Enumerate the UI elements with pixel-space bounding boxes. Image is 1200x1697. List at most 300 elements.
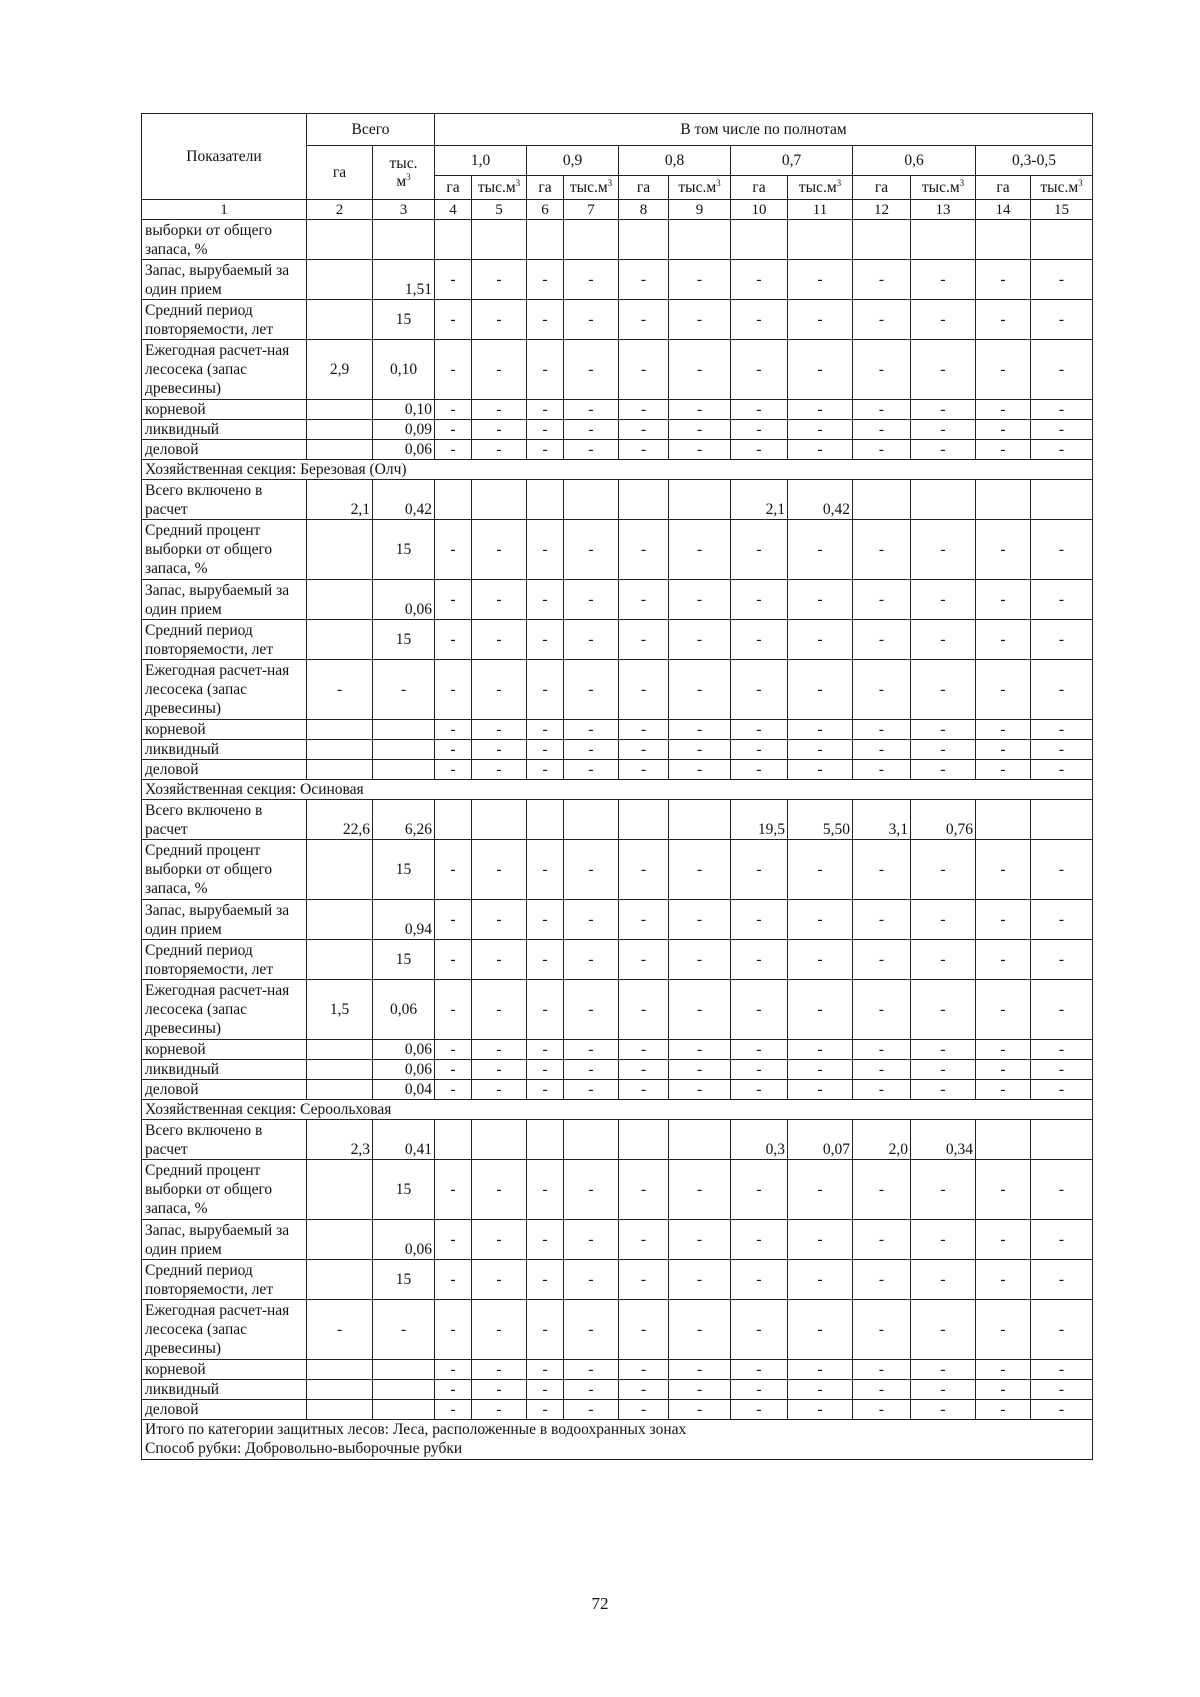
table-cell [1031, 480, 1093, 520]
table-cell: - [564, 1300, 619, 1360]
table-cell: - [976, 1080, 1031, 1100]
table-cell [373, 1400, 435, 1420]
table-cell: - [669, 1360, 731, 1380]
table-cell: 6,26 [373, 800, 435, 840]
table-cell: - [1031, 300, 1093, 340]
table-cell: - [619, 260, 669, 300]
table-cell: - [911, 1260, 976, 1300]
table-cell: - [669, 980, 731, 1040]
table-row [142, 580, 1093, 620]
column-number: 5 [472, 200, 527, 220]
table-cell [788, 220, 853, 260]
table-cell: - [669, 420, 731, 440]
table-row [142, 840, 1093, 900]
table-cell: 15 [373, 940, 435, 980]
table-cell: - [1031, 580, 1093, 620]
table-cell: - [564, 1400, 619, 1420]
table-cell: 0,76 [911, 800, 976, 840]
table-row [142, 520, 1093, 580]
header-unit-ha: га [527, 176, 564, 200]
table-cell: - [788, 400, 853, 420]
table-cell: - [731, 1400, 788, 1420]
table-cell: - [472, 980, 527, 1040]
table-cell: - [976, 620, 1031, 660]
table-cell: - [669, 300, 731, 340]
table-cell: - [731, 440, 788, 460]
table-cell: - [435, 940, 472, 980]
table-cell: - [911, 1300, 976, 1360]
summary-text: Итого по категории защитных лесов: Леса, расположенные в водоохранных зонах [142, 1420, 1093, 1440]
table-cell: - [1031, 900, 1093, 940]
table-cell: - [619, 740, 669, 760]
table-cell: 2,1 [731, 480, 788, 520]
table-cell: - [853, 760, 911, 780]
table-cell: - [619, 760, 669, 780]
column-number: 1 [142, 200, 307, 220]
table-cell: - [788, 1080, 853, 1100]
table-cell [564, 480, 619, 520]
table-cell: - [564, 1380, 619, 1400]
table-cell: - [564, 420, 619, 440]
table-cell: - [527, 1080, 564, 1100]
table-cell: - [472, 1260, 527, 1300]
table-cell: - [976, 340, 1031, 400]
table-cell: 0,06 [373, 1040, 435, 1060]
table-cell: - [853, 1360, 911, 1380]
table-cell: - [619, 1300, 669, 1360]
table-cell: - [527, 660, 564, 720]
table-cell: - [472, 580, 527, 620]
table-cell: - [527, 720, 564, 740]
row-label: деловой [142, 440, 307, 460]
table-cell: - [911, 740, 976, 760]
table-cell: - [472, 940, 527, 980]
table-cell: - [731, 620, 788, 660]
table-row [142, 620, 1093, 660]
table-cell: - [564, 1220, 619, 1260]
row-label: Запас, вырубаемый за один прием [142, 1220, 307, 1260]
row-label: ликвидный [142, 740, 307, 760]
table-cell: - [435, 1380, 472, 1400]
table-cell [527, 480, 564, 520]
table-cell: - [788, 1160, 853, 1220]
table-cell: - [911, 300, 976, 340]
table-cell: - [731, 340, 788, 400]
table-cell: - [527, 1380, 564, 1400]
table-cell: - [853, 940, 911, 980]
table-cell: - [976, 1380, 1031, 1400]
row-label: ликвидный [142, 420, 307, 440]
table-cell: - [976, 1040, 1031, 1060]
table-cell [731, 220, 788, 260]
header-density-0-9: 0,9 [527, 146, 619, 176]
table-cell: - [669, 400, 731, 420]
table-cell: - [1031, 660, 1093, 720]
table-row [142, 900, 1093, 940]
table-cell: - [976, 400, 1031, 420]
table-cell: - [472, 740, 527, 760]
table-cell: - [669, 1160, 731, 1220]
table-cell: - [564, 340, 619, 400]
table-row [142, 300, 1093, 340]
table-cell: - [472, 1400, 527, 1420]
table-cell: - [1031, 1360, 1093, 1380]
table-cell: - [619, 1040, 669, 1060]
table-cell: - [619, 580, 669, 620]
table-cell: - [435, 420, 472, 440]
table-cell: - [527, 440, 564, 460]
table-cell: - [669, 1380, 731, 1400]
table-cell: - [669, 1040, 731, 1060]
table-cell: - [1031, 980, 1093, 1040]
table-cell: - [669, 840, 731, 900]
table-cell: - [564, 740, 619, 760]
table-cell: - [619, 840, 669, 900]
column-number: 13 [911, 200, 976, 220]
table-cell: - [788, 720, 853, 740]
table-cell: - [619, 520, 669, 580]
table-cell [669, 220, 731, 260]
table-row [142, 1360, 1093, 1380]
table-cell: - [435, 1160, 472, 1220]
table-cell: - [669, 620, 731, 660]
table-cell: - [564, 840, 619, 900]
table-cell [373, 220, 435, 260]
table-cell: - [853, 980, 911, 1040]
table-row [142, 760, 1093, 780]
table-cell: - [669, 520, 731, 580]
table-row [142, 800, 1093, 840]
table-cell: - [564, 260, 619, 300]
table-cell: - [527, 900, 564, 940]
table-cell [307, 1060, 373, 1080]
table-cell: - [788, 1220, 853, 1260]
table-cell: - [731, 980, 788, 1040]
table-cell: - [788, 420, 853, 440]
table-row [142, 1220, 1093, 1260]
header-total-ha: га [307, 146, 373, 200]
table-cell [373, 1380, 435, 1400]
header-unit-ha: га [619, 176, 669, 200]
table-cell: - [527, 520, 564, 580]
table-cell [307, 740, 373, 760]
table-cell: - [731, 760, 788, 780]
row-label: Ежегодная расчет-ная лесосека (запас древесины) [142, 980, 307, 1040]
table-cell: - [853, 420, 911, 440]
table-cell: 15 [373, 520, 435, 580]
row-label: корневой [142, 1040, 307, 1060]
table-cell: - [527, 740, 564, 760]
table-cell: - [669, 1260, 731, 1300]
table-cell: - [788, 940, 853, 980]
table-cell: - [911, 620, 976, 660]
table-cell: 0,41 [373, 1120, 435, 1160]
table-cell: - [1031, 760, 1093, 780]
table-cell: - [564, 760, 619, 780]
table-cell: - [853, 1080, 911, 1100]
table-cell: - [527, 980, 564, 1040]
table-row [142, 740, 1093, 760]
table-cell: 2,1 [307, 480, 373, 520]
table-cell: - [788, 520, 853, 580]
column-number: 15 [1031, 200, 1093, 220]
table-cell: 0,07 [788, 1120, 853, 1160]
row-label: Средний период повторяемости, лет [142, 940, 307, 980]
table-cell: - [1031, 1160, 1093, 1220]
table-cell: - [1031, 1080, 1093, 1100]
table-cell: - [527, 1220, 564, 1260]
table-cell: - [564, 1260, 619, 1300]
table-row [142, 1400, 1093, 1420]
table-cell: - [472, 660, 527, 720]
table-cell: - [1031, 420, 1093, 440]
table-cell: 19,5 [731, 800, 788, 840]
header-unit-ha: га [853, 176, 911, 200]
table-cell: - [669, 340, 731, 400]
table-cell [472, 1120, 527, 1160]
table-cell: 0,06 [373, 440, 435, 460]
table-cell: - [731, 580, 788, 620]
row-label: Запас, вырубаемый за один прием [142, 900, 307, 940]
table-cell [619, 1120, 669, 1160]
column-number: 14 [976, 200, 1031, 220]
table-cell: - [731, 1300, 788, 1360]
table-cell: - [435, 1060, 472, 1080]
table-cell: - [564, 520, 619, 580]
row-label: выборки от общего запаса, % [142, 220, 307, 260]
table-cell: - [976, 760, 1031, 780]
table-row [142, 220, 1093, 260]
table-cell: - [731, 660, 788, 720]
table-cell: 0,04 [373, 1080, 435, 1100]
table-row [142, 720, 1093, 740]
table-cell: - [472, 840, 527, 900]
table-cell: - [911, 1220, 976, 1260]
table-cell [307, 580, 373, 620]
table-cell [472, 220, 527, 260]
table-cell: - [731, 740, 788, 760]
header-unit-thous-m3: $тыс.м^3$ [669, 176, 731, 200]
table-cell: - [619, 720, 669, 740]
table-row [142, 1040, 1093, 1060]
table-cell: - [669, 660, 731, 720]
table-cell: - [788, 1040, 853, 1060]
table-cell: - [976, 420, 1031, 440]
table-cell: - [435, 1400, 472, 1420]
table-cell: - [853, 740, 911, 760]
table-cell: 0,06 [373, 580, 435, 620]
table-cell [472, 800, 527, 840]
table-cell: 0,10 [373, 340, 435, 400]
table-cell: - [527, 340, 564, 400]
table-cell: - [527, 1060, 564, 1080]
table-cell: - [976, 1220, 1031, 1260]
table-cell: - [1031, 440, 1093, 460]
table-cell: - [853, 340, 911, 400]
table-cell: 0,42 [788, 480, 853, 520]
table-cell [435, 480, 472, 520]
table-cell [619, 220, 669, 260]
row-label: Всего включено в расчет [142, 480, 307, 520]
column-number: 8 [619, 200, 669, 220]
table-cell [307, 400, 373, 420]
row-label: корневой [142, 720, 307, 740]
row-label: деловой [142, 760, 307, 780]
column-number: 2 [307, 200, 373, 220]
table-cell: - [853, 660, 911, 720]
table-cell: - [976, 1360, 1031, 1380]
table-cell: - [976, 1060, 1031, 1080]
table-cell [307, 520, 373, 580]
forest-harvest-table [141, 113, 1093, 1460]
table-cell: - [911, 420, 976, 440]
table-cell [976, 800, 1031, 840]
table-cell: - [853, 900, 911, 940]
table-cell: - [853, 580, 911, 620]
row-label: Средний период повторяемости, лет [142, 620, 307, 660]
page-number: 72 [591, 1594, 609, 1613]
table-cell: - [564, 300, 619, 340]
row-label: деловой [142, 1400, 307, 1420]
table-cell: - [1031, 1040, 1093, 1060]
table-row [142, 340, 1093, 400]
column-number: 6 [527, 200, 564, 220]
table-cell: - [1031, 340, 1093, 400]
table-cell: - [435, 1080, 472, 1100]
table-cell: - [564, 900, 619, 940]
table-cell: - [619, 1360, 669, 1380]
table-cell: - [788, 340, 853, 400]
table-cell: 0,42 [373, 480, 435, 520]
table-cell: - [472, 300, 527, 340]
table-cell: - [619, 340, 669, 400]
table-cell [472, 480, 527, 520]
table-cell: - [788, 760, 853, 780]
table-cell [307, 720, 373, 740]
table-cell: - [619, 940, 669, 980]
table-cell: - [911, 440, 976, 460]
table-cell: - [731, 520, 788, 580]
column-number: 11 [788, 200, 853, 220]
table-cell: - [435, 760, 472, 780]
table-cell: - [911, 1040, 976, 1060]
table-cell [373, 720, 435, 740]
table-cell: 1,51 [373, 260, 435, 300]
section-title: Хозяйственная секция: Березовая (Олч) [142, 460, 1093, 480]
table-cell: - [669, 720, 731, 740]
table-cell: 0,09 [373, 420, 435, 440]
table-cell: - [731, 400, 788, 420]
table-cell: - [527, 1300, 564, 1360]
table-cell: - [731, 1260, 788, 1300]
table-cell: - [435, 440, 472, 460]
table-cell [527, 1120, 564, 1160]
table-cell: - [911, 260, 976, 300]
table-cell: - [731, 1360, 788, 1380]
header-unit-thous-m3: $тыс.м^3$ [564, 176, 619, 200]
table-cell: - [435, 1220, 472, 1260]
column-number: 10 [731, 200, 788, 220]
table-cell: - [788, 1360, 853, 1380]
table-cell: - [911, 660, 976, 720]
table-row [142, 1060, 1093, 1080]
table-cell: - [788, 660, 853, 720]
table-cell: - [976, 720, 1031, 740]
table-cell: - [853, 840, 911, 900]
table-cell: 15 [373, 620, 435, 660]
table-cell: 0,3 [731, 1120, 788, 1160]
table-cell [564, 220, 619, 260]
table-cell [307, 620, 373, 660]
table-cell: - [619, 1080, 669, 1100]
row-label: Средний процент выборки от общего запаса, % [142, 1160, 307, 1220]
table-cell [307, 1380, 373, 1400]
table-cell: - [976, 260, 1031, 300]
table-cell: - [435, 900, 472, 940]
table-cell: - [435, 340, 472, 400]
table-row [142, 1260, 1093, 1300]
table-cell: - [564, 1040, 619, 1060]
table-cell: - [1031, 1220, 1093, 1260]
table-cell: - [1031, 840, 1093, 900]
table-cell [307, 440, 373, 460]
table-cell: - [976, 1400, 1031, 1420]
table-cell: - [527, 1360, 564, 1380]
table-cell: - [373, 660, 435, 720]
table-cell: 3,1 [853, 800, 911, 840]
table-cell [564, 1120, 619, 1160]
table-cell: - [731, 300, 788, 340]
table-row [142, 1120, 1093, 1160]
table-cell: - [619, 1400, 669, 1420]
table-cell: - [564, 1160, 619, 1220]
table-cell [307, 760, 373, 780]
table-cell: 1,5 [307, 980, 373, 1040]
table-cell: - [669, 260, 731, 300]
table-cell: - [619, 1060, 669, 1080]
table-row [142, 1080, 1093, 1100]
column-number: 12 [853, 200, 911, 220]
table-cell [307, 1360, 373, 1380]
table-cell: 15 [373, 300, 435, 340]
table-cell [619, 480, 669, 520]
table-cell: - [669, 1400, 731, 1420]
table-cell: - [472, 1220, 527, 1260]
table-cell: - [911, 840, 976, 900]
table-cell [307, 1160, 373, 1220]
row-label: Средний процент выборки от общего запаса, % [142, 840, 307, 900]
table-cell: 0,06 [373, 1220, 435, 1260]
table-cell: - [853, 300, 911, 340]
table-row [142, 1160, 1093, 1220]
table-cell: - [564, 980, 619, 1040]
table-cell: 0,94 [373, 900, 435, 940]
table-cell: - [619, 900, 669, 940]
table-cell [1031, 220, 1093, 260]
table-cell [527, 800, 564, 840]
table-cell: - [564, 1060, 619, 1080]
table-cell: - [853, 520, 911, 580]
table-cell: - [619, 440, 669, 460]
table-cell: - [853, 440, 911, 460]
table-cell: - [435, 400, 472, 420]
table-cell: 0,34 [911, 1120, 976, 1160]
table-cell: - [853, 720, 911, 740]
table-cell: - [619, 1220, 669, 1260]
table-cell: 22,6 [307, 800, 373, 840]
table-cell: - [435, 580, 472, 620]
table-cell: - [527, 760, 564, 780]
